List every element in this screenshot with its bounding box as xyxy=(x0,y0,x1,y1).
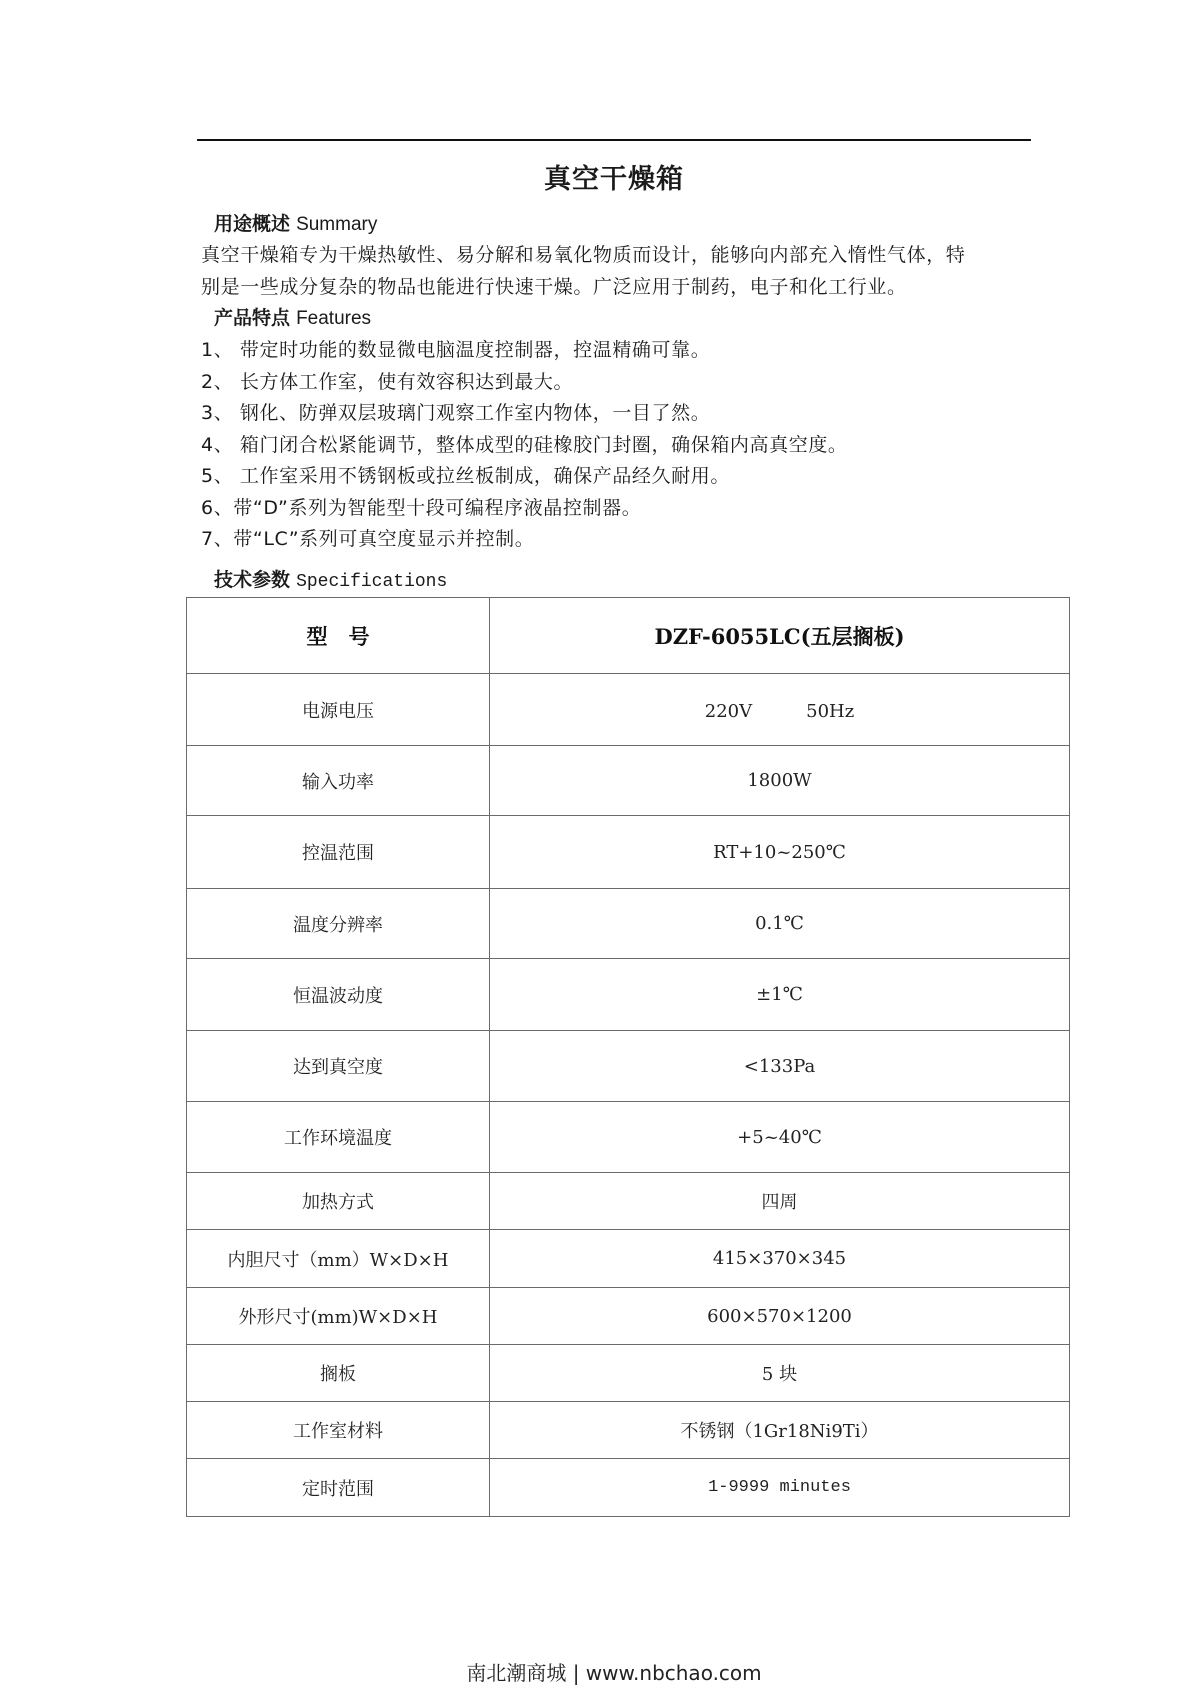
spec-value: 5 块 xyxy=(490,1345,1070,1402)
feature-item: 2、 长方体工作室，使有效容积达到最大。 xyxy=(201,371,574,393)
spec-label: 电源电压 xyxy=(187,674,490,746)
table-row xyxy=(187,1288,1070,1345)
specifications-heading-cn: 技术参数 xyxy=(214,569,291,591)
spec-label: 定时范围 xyxy=(187,1459,490,1517)
header-rule xyxy=(197,139,1031,141)
spec-label: 达到真空度 xyxy=(187,1031,490,1102)
feature-item: 1、 带定时功能的数显微电脑温度控制器，控温精确可靠。 xyxy=(201,339,711,361)
specifications-table xyxy=(186,597,1070,1517)
spec-value: ±1℃ xyxy=(490,959,1070,1031)
spec-label: 输入功率 xyxy=(187,746,490,816)
table-row xyxy=(187,674,1070,746)
table-row xyxy=(187,1173,1070,1230)
table-row xyxy=(187,1031,1070,1102)
table-row xyxy=(187,1402,1070,1459)
feature-item: 6、带“D”系列为智能型十段可编程序液晶控制器。 xyxy=(201,497,642,519)
feature-item: 7、带“LC”系列可真空度显示并控制。 xyxy=(201,528,535,550)
spec-value: 415×370×345 xyxy=(490,1230,1070,1288)
summary-heading-en: Summary xyxy=(296,214,378,235)
table-header-row xyxy=(187,598,1070,674)
spec-value: 四周 xyxy=(490,1173,1070,1230)
spec-label: 恒温波动度 xyxy=(187,959,490,1031)
feature-item: 5、 工作室采用不锈钢板或拉丝板制成，确保产品经久耐用。 xyxy=(201,465,730,487)
spec-value: 1-9999 minutes xyxy=(490,1459,1070,1517)
summary-heading xyxy=(214,209,377,236)
table-row xyxy=(187,746,1070,816)
specifications-heading-en: Specifications xyxy=(296,572,448,592)
table-row xyxy=(187,959,1070,1031)
spec-value: 220V 50Hz xyxy=(490,674,1070,746)
spec-label: 搁板 xyxy=(187,1345,490,1402)
spec-label: 加热方式 xyxy=(187,1173,490,1230)
table-row xyxy=(187,1345,1070,1402)
feature-item: 3、 钢化、防弹双层玻璃门观察工作室内物体，一目了然。 xyxy=(201,402,711,424)
summary-heading-cn: 用途概述 xyxy=(214,213,291,235)
spec-value: RT+10~250℃ xyxy=(490,816,1070,889)
summary-line-1: 真空干燥箱专为干燥热敏性、易分解和易氧化物质而设计，能够向内部充入惰性气体，特 xyxy=(201,244,966,266)
spec-value: 600×570×1200 xyxy=(490,1288,1070,1345)
table-row xyxy=(187,1459,1070,1517)
document-title: 真空干燥箱 xyxy=(544,164,684,195)
features-heading-cn: 产品特点 xyxy=(214,307,291,329)
model-label: 型 号 xyxy=(187,598,490,674)
spec-label: 工作室材料 xyxy=(187,1402,490,1459)
footer-watermark: 南北潮商城 | www.nbchao.com xyxy=(466,1661,762,1685)
spec-value: +5~40℃ xyxy=(490,1102,1070,1173)
spec-label: 内胆尺寸（mm）W×D×H xyxy=(187,1230,490,1288)
features-heading-en: Features xyxy=(296,308,372,329)
spec-value: <133Pa xyxy=(490,1031,1070,1102)
table-row xyxy=(187,816,1070,889)
feature-item: 4、 箱门闭合松紧能调节，整体成型的硅橡胶门封圈，确保箱内高真空度。 xyxy=(201,434,848,456)
spec-label: 工作环境温度 xyxy=(187,1102,490,1173)
specifications-heading xyxy=(214,565,447,592)
spec-value: 0.1℃ xyxy=(490,889,1070,959)
table-row xyxy=(187,1102,1070,1173)
features-heading xyxy=(214,303,371,330)
spec-label: 控温范围 xyxy=(187,816,490,889)
model-value: DZF-6055LC(五层搁板) xyxy=(490,598,1070,674)
spec-label: 外形尺寸(mm)W×D×H xyxy=(187,1288,490,1345)
table-row xyxy=(187,1230,1070,1288)
spec-label: 温度分辨率 xyxy=(187,889,490,959)
spec-value: 不锈钢（1Gr18Ni9Ti） xyxy=(490,1402,1070,1459)
table-row xyxy=(187,889,1070,959)
spec-value: 1800W xyxy=(490,746,1070,816)
summary-line-2: 别是一些成分复杂的物品也能进行快速干燥。广泛应用于制药，电子和化工行业。 xyxy=(201,276,907,298)
